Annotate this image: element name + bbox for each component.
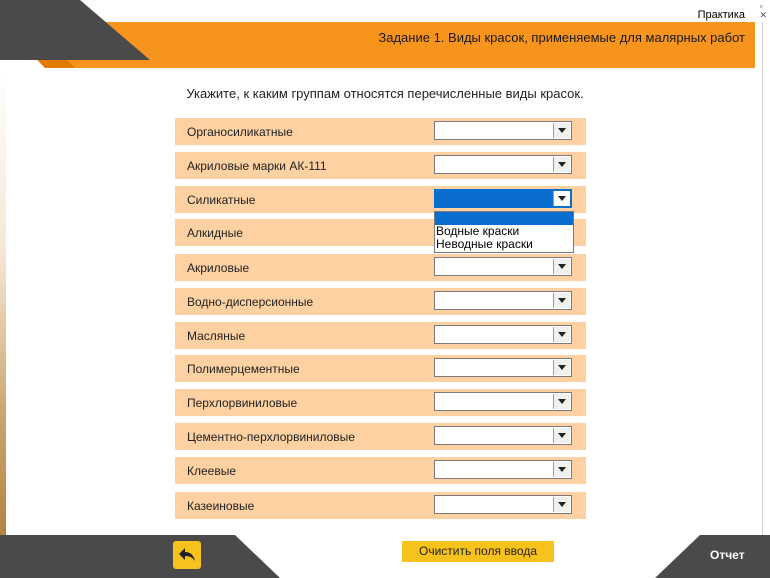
row-label: Цементно-перхлорвиниловые: [187, 430, 355, 444]
window-controls: [759, 2, 767, 20]
row-label: Акриловые: [187, 261, 250, 275]
close-icon[interactable]: ✕: [759, 10, 767, 20]
row-label: Силикатные: [187, 193, 256, 207]
dropdown-list[interactable]: [434, 211, 574, 253]
title-bar: [0, 0, 770, 22]
row-label: Акриловые марки АК-111: [187, 159, 327, 173]
group-select[interactable]: [434, 495, 572, 514]
chevron-down-icon[interactable]: [553, 394, 570, 409]
chevron-down-icon[interactable]: [553, 327, 570, 342]
chevron-down-icon[interactable]: [553, 360, 570, 375]
report-button[interactable]: Отчет: [710, 548, 745, 562]
chevron-down-icon[interactable]: [553, 428, 570, 443]
group-select[interactable]: [434, 189, 572, 208]
chevron-down-icon[interactable]: [553, 157, 570, 172]
chevron-down-icon[interactable]: [553, 293, 570, 308]
back-button[interactable]: [173, 541, 201, 569]
dropdown-option-nonwater[interactable]: Неводные краски: [436, 237, 533, 251]
decorative-edge: [0, 70, 6, 535]
back-arrow-icon: [178, 547, 196, 563]
chevron-down-icon[interactable]: [553, 123, 570, 138]
table-row: [175, 457, 586, 484]
table-row: [175, 492, 586, 519]
group-select[interactable]: [434, 121, 572, 140]
group-select[interactable]: [434, 155, 572, 174]
chevron-down-icon[interactable]: [553, 191, 570, 206]
page-title: Задание 1. Виды красок, применяемые для малярных работ: [378, 30, 745, 45]
row-label: Водно-дисперсионные: [187, 295, 314, 309]
row-label: Перхлорвиниловые: [187, 396, 298, 410]
group-select[interactable]: [434, 426, 572, 445]
group-select[interactable]: [434, 358, 572, 377]
dropdown-option-water[interactable]: Водные краски: [436, 224, 520, 238]
table-row: [175, 423, 586, 450]
group-select[interactable]: [434, 291, 572, 310]
table-row: [175, 186, 586, 213]
chevron-down-icon[interactable]: [553, 497, 570, 512]
table-row: [175, 355, 586, 382]
chevron-down-icon[interactable]: [553, 462, 570, 477]
minimize-icon[interactable]: ▫: [759, 1, 763, 11]
app-name: Практика: [697, 9, 745, 21]
group-select[interactable]: [434, 460, 572, 479]
row-label: Алкидные: [187, 226, 243, 240]
row-label: Казеиновые: [187, 499, 255, 513]
clear-fields-button[interactable]: Очистить поля ввода: [402, 541, 554, 562]
group-select[interactable]: [434, 257, 572, 276]
group-select[interactable]: [434, 392, 572, 411]
table-row: [175, 152, 586, 179]
footer-left-band: [0, 535, 280, 578]
chevron-down-icon[interactable]: [553, 259, 570, 274]
table-row: [175, 389, 586, 416]
group-select[interactable]: [434, 325, 572, 344]
instruction-text: Укажите, к каким группам относятся перечисленные виды красок.: [186, 86, 584, 101]
table-row: [175, 322, 586, 349]
row-label: Масляные: [187, 329, 246, 343]
row-label: Органосиликатные: [187, 125, 293, 139]
table-row: [175, 254, 586, 281]
table-row: [175, 288, 586, 315]
table-row: [175, 118, 586, 145]
row-label: Полимерцементные: [187, 362, 300, 376]
row-label: Клеевые: [187, 464, 237, 478]
